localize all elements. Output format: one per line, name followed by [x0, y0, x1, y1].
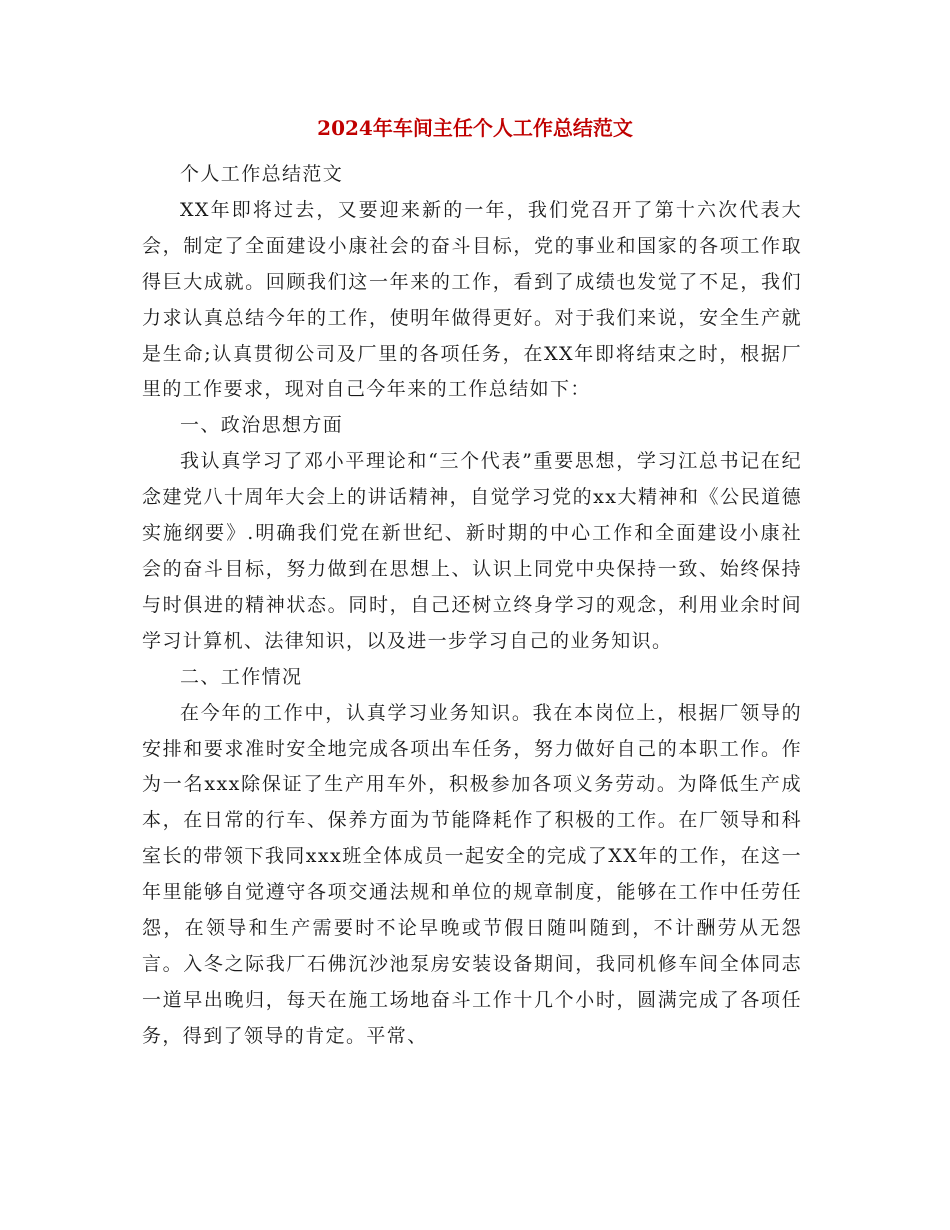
paragraph-subtitle: 个人工作总结范文	[180, 163, 344, 185]
paragraph-work: 在今年的工作中，认真学习业务知识。我在本岗位上，根据厂领导的安排和要求准时安全地完成各项出车任务，努力做好自己的本职工作。作为一名xxx除保证了生产用车外，积极参加各项义务劳动。为降低生产成本，在日常的行车、保养方面为节能降耗作了积极的工作。在厂领导和科室长的带领下我同xxx班全体成员一起安全的完成了XX年的工作，在这一年里能够自觉遵守各项交通法规和单位的规章制度，能够在工作中任劳任怨，在领导和生产需要时不论早晚或节假日随叫随到，不计酬劳从无怨言。入冬之际我厂石佛沉沙池泵房安装设备期间，我同机修车间全体同志一道早出晚归，每天在施工场地奋斗工作十几个小时，圆满完成了各项任务，得到了领导的肯定。平常、	[142, 701, 802, 1047]
paragraph-intro: XX年即将过去，又要迎来新的一年，我们党召开了第十六次代表大会，制定了全面建设小康社会的奋斗目标，党的事业和国家的各项工作取得巨大成就。回顾我们这一年来的工作，看到了成绩也发觉了不足，我们力求认真总结今年的工作，使明年做得更好。对于我们来说，安全生产就是生命;认真贯彻公司及厂里的各项任务，在XX年即将结束之时，根据厂里的工作要求，现对自己今年来的工作总结如下：	[142, 198, 802, 401]
document-body	[142, 157, 802, 1055]
document-title: 2024年车间主任个人工作总结范文	[317, 116, 633, 140]
section-heading-work: 二、工作情况	[180, 665, 303, 688]
paragraph-political: 我认真学习了邓小平理论和“三个代表”重要思想，学习江总书记在纪念建党八十周年大会上的讲话精神，自觉学习党的xx大精神和《公民道德实施纲要》.明确我们党在新世纪、新时期的中心工作和全面建设小康社会的奋斗目标，努力做到在思想上、认识上同党中央保持一致、始终保持与时俱进的精神状态。同时，自己还树立终身学习的观念，利用业余时间学习计算机、法律知识，以及进一步学习自己的业务知识。	[142, 450, 802, 652]
section-heading-political: 一、政治思想方面	[180, 414, 344, 437]
